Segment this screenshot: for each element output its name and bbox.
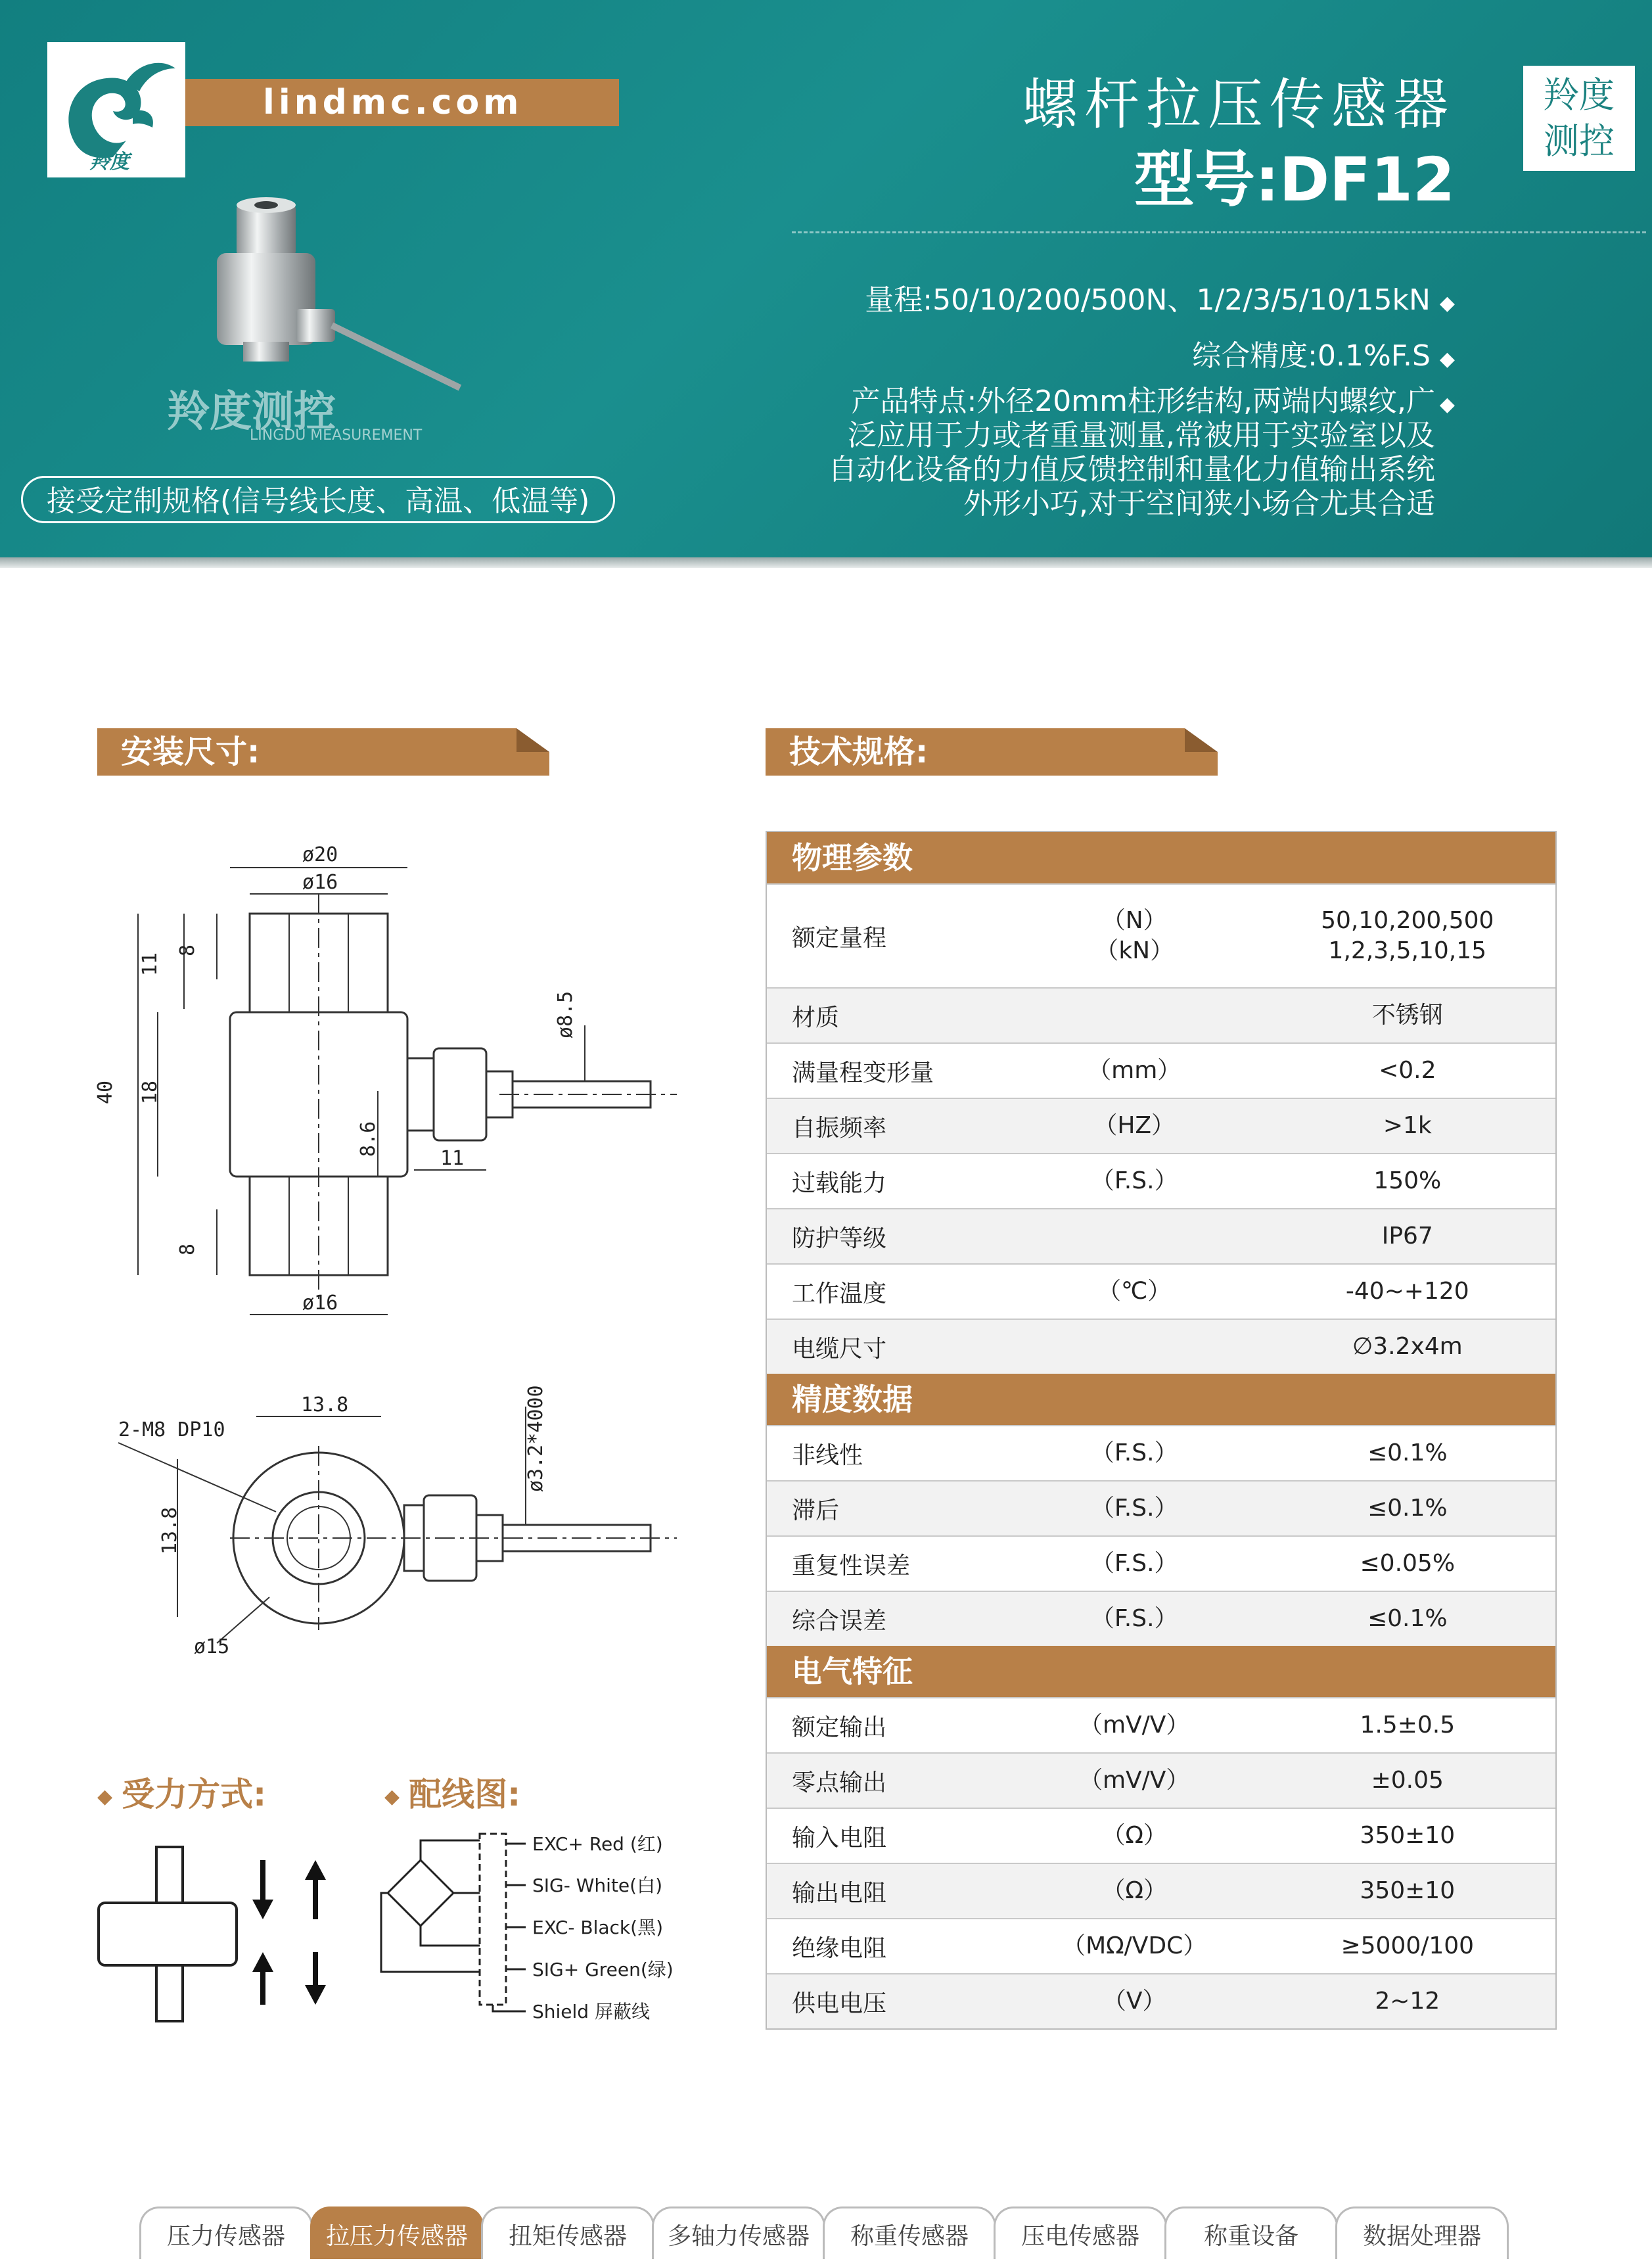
brand-tag-line-1: 羚度 <box>1544 74 1615 116</box>
spec-name: 输出电阻 <box>792 1879 887 1907</box>
accuracy-text: 综合精度:0.1%F.S <box>1192 339 1431 373</box>
spec-value-line: 350±10 <box>1360 1822 1456 1849</box>
accuracy-line <box>1192 332 1455 374</box>
table-row <box>767 1697 1555 1752</box>
spec-name: 滞后 <box>792 1497 840 1524</box>
spec-value-line: ≥5000/100 <box>1341 1932 1475 1959</box>
diamond-icon: ◆ <box>97 1785 113 1808</box>
spec-value-line: 150% <box>1373 1167 1442 1194</box>
spec-value <box>1260 1493 1555 1524</box>
spec-unit-line: （mm） <box>1088 1057 1182 1084</box>
arrow-up-icon <box>305 1860 326 1919</box>
spec-unit <box>1009 1111 1260 1141</box>
dim-label: 13.8 <box>301 1393 349 1416</box>
top-view <box>118 1385 677 1658</box>
feature-line-4: 外形小巧,对于空间狭小场合尤其合适 <box>963 487 1435 521</box>
spec-name: 满量程变形量 <box>792 1059 934 1086</box>
table-row <box>767 1480 1555 1535</box>
force-diagram <box>92 1834 342 2031</box>
spec-value <box>1260 1876 1555 1906</box>
spec-group <box>767 1697 1555 2028</box>
spec-name: 零点输出 <box>792 1769 887 1796</box>
dimension-drawing <box>85 828 690 1670</box>
spec-value <box>1260 1166 1555 1196</box>
table-row <box>767 1752 1555 1808</box>
spec-unit <box>1009 1986 1260 2017</box>
table-row <box>767 1863 1555 1918</box>
dim-label: ø16 <box>302 871 338 894</box>
category-tab[interactable]: 多轴力传感器 <box>652 2207 825 2259</box>
spec-value <box>1260 1332 1555 1362</box>
website-url[interactable]: lindmc.com <box>263 83 523 122</box>
spec-name: 防护等级 <box>792 1225 887 1252</box>
product-title: 螺杆拉压传感器 <box>1022 72 1455 137</box>
spec-category-header: 电气特征 <box>767 1646 1555 1697</box>
spec-value <box>1260 1000 1555 1031</box>
tech-spec-header <box>766 728 1218 776</box>
spec-unit <box>1009 1056 1260 1086</box>
spec-unit <box>1009 1493 1260 1524</box>
spec-value-line: 1,2,3,5,10,15 <box>1328 937 1486 964</box>
category-tab[interactable]: 压力传感器 <box>139 2207 313 2259</box>
spec-name: 自振频率 <box>792 1114 887 1142</box>
spec-category-header: 物理参数 <box>767 832 1555 883</box>
spec-unit-line: （F.S.） <box>1090 1495 1178 1522</box>
table-row <box>767 1425 1555 1480</box>
spec-unit <box>1009 1166 1260 1196</box>
diamond-icon: ◆ <box>1439 348 1455 371</box>
wiring-diagram <box>375 1821 683 2038</box>
arrow-down-icon <box>252 1860 273 1919</box>
category-tab[interactable]: 数据处理器 <box>1335 2207 1509 2259</box>
goat-logo-icon <box>47 42 185 177</box>
side-view <box>94 843 677 1315</box>
wire-label: SIG+ Green(绿) <box>532 1959 674 1980</box>
spec-value-line: <0.2 <box>1379 1057 1436 1084</box>
spec-name: 工作温度 <box>792 1280 887 1307</box>
spec-value-line: ≤0.1% <box>1367 1495 1448 1522</box>
table-row <box>767 1808 1555 1863</box>
table-row <box>767 1042 1555 1098</box>
spec-table <box>766 831 1557 2030</box>
dim-label: 2-M8 DP10 <box>118 1418 225 1441</box>
table-row <box>767 883 1555 987</box>
spec-value <box>1260 1276 1555 1307</box>
spec-unit <box>1009 1438 1260 1468</box>
spec-unit-line: （HZ） <box>1093 1112 1176 1139</box>
spec-value-line: >1k <box>1383 1112 1432 1139</box>
table-row <box>767 1319 1555 1374</box>
spec-value <box>1260 1821 1555 1851</box>
spec-name: 额定输出 <box>792 1714 887 1741</box>
spec-value <box>1260 1931 1555 1961</box>
spec-value <box>1260 1438 1555 1468</box>
feature-line-1: 产品特点:外径20mm柱形结构,两端内螺纹,广 <box>851 385 1435 418</box>
wire-label: Shield 屏蔽线 <box>532 2001 650 2022</box>
spec-unit-line: （F.S.） <box>1090 1605 1178 1632</box>
wire-label: EXC+ Red (红) <box>532 1833 663 1855</box>
spec-value <box>1260 1604 1555 1634</box>
header-shadow <box>0 557 1652 568</box>
spec-unit <box>1009 1876 1260 1906</box>
header-divider <box>792 231 1646 233</box>
spec-unit <box>1009 1821 1260 1851</box>
spec-value <box>1260 906 1555 966</box>
range-text: 量程:50/10/200/500N、1/2/3/5/10/15kN <box>865 283 1431 317</box>
dim-label: 18 <box>139 1080 162 1104</box>
spec-value <box>1260 1986 1555 2017</box>
table-row <box>767 1535 1555 1591</box>
spec-name: 电缆尺寸 <box>792 1335 887 1363</box>
spec-unit-line: （℃） <box>1097 1278 1172 1305</box>
spec-value-line: -40~+120 <box>1345 1278 1469 1305</box>
product-model: 型号:DF12 <box>1134 145 1455 215</box>
spec-value <box>1260 1056 1555 1086</box>
watermark-subtext: LINGDU MEASUREMENT <box>250 427 423 444</box>
install-dimensions-header <box>97 728 549 776</box>
spec-unit-line: （Ω） <box>1101 1822 1167 1849</box>
dim-label: 11 <box>440 1147 465 1170</box>
spec-unit <box>1009 1931 1260 1961</box>
dim-label: ø20 <box>302 843 338 866</box>
category-tab[interactable]: 称重设备 <box>1164 2207 1338 2259</box>
spec-group <box>767 1425 1555 1646</box>
spec-name: 绝缘电阻 <box>792 1934 887 1962</box>
spec-unit-line: （Ω） <box>1101 1877 1167 1904</box>
install-dimensions-title: 安装尺寸: <box>121 734 260 770</box>
spec-value-line: ∅3.2x4m <box>1352 1333 1463 1360</box>
table-row <box>767 1918 1555 1973</box>
table-row <box>767 1208 1555 1263</box>
spec-value <box>1260 1710 1555 1740</box>
dim-label: 40 <box>94 1080 117 1104</box>
spec-value-line: 50,10,200,500 <box>1321 907 1494 934</box>
spec-group <box>767 883 1555 1374</box>
arrow-up-icon <box>252 1952 273 2005</box>
wire-label: EXC- Black(黑) <box>532 1917 663 1938</box>
spec-value-line: ±0.05 <box>1371 1767 1444 1794</box>
dim-label: ø3.2*4000 <box>524 1385 547 1492</box>
range-line <box>865 276 1455 318</box>
table-row <box>767 1591 1555 1646</box>
tech-spec-title: 技术规格: <box>789 734 929 770</box>
spec-name: 过载能力 <box>792 1169 887 1197</box>
dim-label: 11 <box>139 952 162 976</box>
diamond-icon: ◆ <box>1439 292 1455 315</box>
spec-unit-line: （F.S.） <box>1090 1439 1178 1466</box>
wire-label: SIG- White(白) <box>532 1875 662 1896</box>
spec-value-line: IP67 <box>1381 1223 1433 1249</box>
custom-spec-note: 接受定制规格(信号线长度、高温、低温等) <box>21 476 615 523</box>
diamond-icon: ◆ <box>1439 393 1455 416</box>
category-tab[interactable]: 扭矩传感器 <box>481 2207 654 2259</box>
spec-value <box>1260 1549 1555 1579</box>
spec-value-line: 2~12 <box>1375 1988 1440 2015</box>
dim-label: ø16 <box>302 1292 338 1315</box>
spec-unit-line: （MΩ/VDC） <box>1062 1932 1207 1959</box>
spec-unit-line: （N） <box>1101 907 1167 934</box>
spec-unit-line: （F.S.） <box>1090 1167 1178 1194</box>
spec-name: 重复性误差 <box>792 1552 911 1579</box>
dim-label: ø15 <box>194 1635 230 1658</box>
spec-unit <box>1009 1276 1260 1307</box>
spec-value-line: 不锈钢 <box>1371 1002 1443 1029</box>
spec-unit <box>1009 906 1260 966</box>
diamond-icon: ◆ <box>384 1785 400 1808</box>
spec-unit-line: （kN） <box>1095 937 1174 964</box>
brand-tag-line-2: 测控 <box>1544 120 1615 162</box>
dim-label: ø8.5 <box>554 991 577 1039</box>
dim-label: 8 <box>176 944 199 956</box>
category-tabs <box>139 2207 1506 2259</box>
spec-name: 额定量程 <box>792 924 887 952</box>
spec-value <box>1260 1111 1555 1141</box>
spec-unit-line: （mV/V） <box>1078 1767 1190 1794</box>
spec-value <box>1260 1765 1555 1796</box>
dim-label: 8.6 <box>357 1121 380 1157</box>
spec-category-header: 精度数据 <box>767 1374 1555 1425</box>
dim-label: 13.8 <box>158 1506 181 1554</box>
spec-unit-line: （F.S.） <box>1090 1550 1178 1577</box>
spec-value-line: ≤0.05% <box>1360 1550 1456 1577</box>
spec-name: 材质 <box>792 1004 840 1031</box>
spec-value-line: 1.5±0.5 <box>1360 1712 1456 1739</box>
spec-name: 非线性 <box>792 1441 863 1469</box>
spec-value-line: 350±10 <box>1360 1877 1456 1904</box>
logo-text: 羚度 <box>90 151 129 174</box>
wiring-title: ◆ 配线图: <box>384 1775 521 1813</box>
spec-unit <box>1009 1604 1260 1634</box>
feature-line-2: 泛应用于力或者重量测量,常被用于实验室以及 <box>848 419 1435 452</box>
spec-value-line: ≤0.1% <box>1367 1605 1448 1632</box>
website-url-bar[interactable] <box>177 79 619 126</box>
table-row <box>767 1973 1555 2028</box>
arrow-down-icon <box>305 1952 326 2005</box>
force-mode-title: ◆ 受力方式: <box>97 1775 267 1813</box>
spec-unit <box>1009 1765 1260 1796</box>
category-tab[interactable]: 压电传感器 <box>994 2207 1167 2259</box>
category-tab[interactable]: 拉压力传感器 <box>310 2207 484 2259</box>
table-row <box>767 987 1555 1042</box>
table-row <box>767 1098 1555 1153</box>
spec-value-line: ≤0.1% <box>1367 1439 1448 1466</box>
brand-logo <box>47 42 185 177</box>
spec-name: 输入电阻 <box>792 1824 887 1852</box>
spec-name: 供电电压 <box>792 1990 887 2017</box>
watermark-text: 羚度测控 <box>168 388 336 436</box>
spec-unit <box>1009 1710 1260 1740</box>
category-tab[interactable]: 称重传感器 <box>823 2207 996 2259</box>
feature-line-3: 自动化设备的力值反馈控制和量化力值输出系统 <box>828 453 1435 486</box>
table-row <box>767 1263 1555 1319</box>
spec-unit <box>1009 1549 1260 1579</box>
spec-name: 综合误差 <box>792 1607 887 1635</box>
dim-label: 8 <box>176 1243 199 1255</box>
spec-unit-line: （V） <box>1102 1988 1166 2015</box>
product-features <box>804 385 1435 521</box>
brand-tag <box>1523 66 1635 171</box>
spec-unit-line: （mV/V） <box>1078 1712 1190 1739</box>
table-row <box>767 1153 1555 1208</box>
spec-value <box>1260 1221 1555 1251</box>
